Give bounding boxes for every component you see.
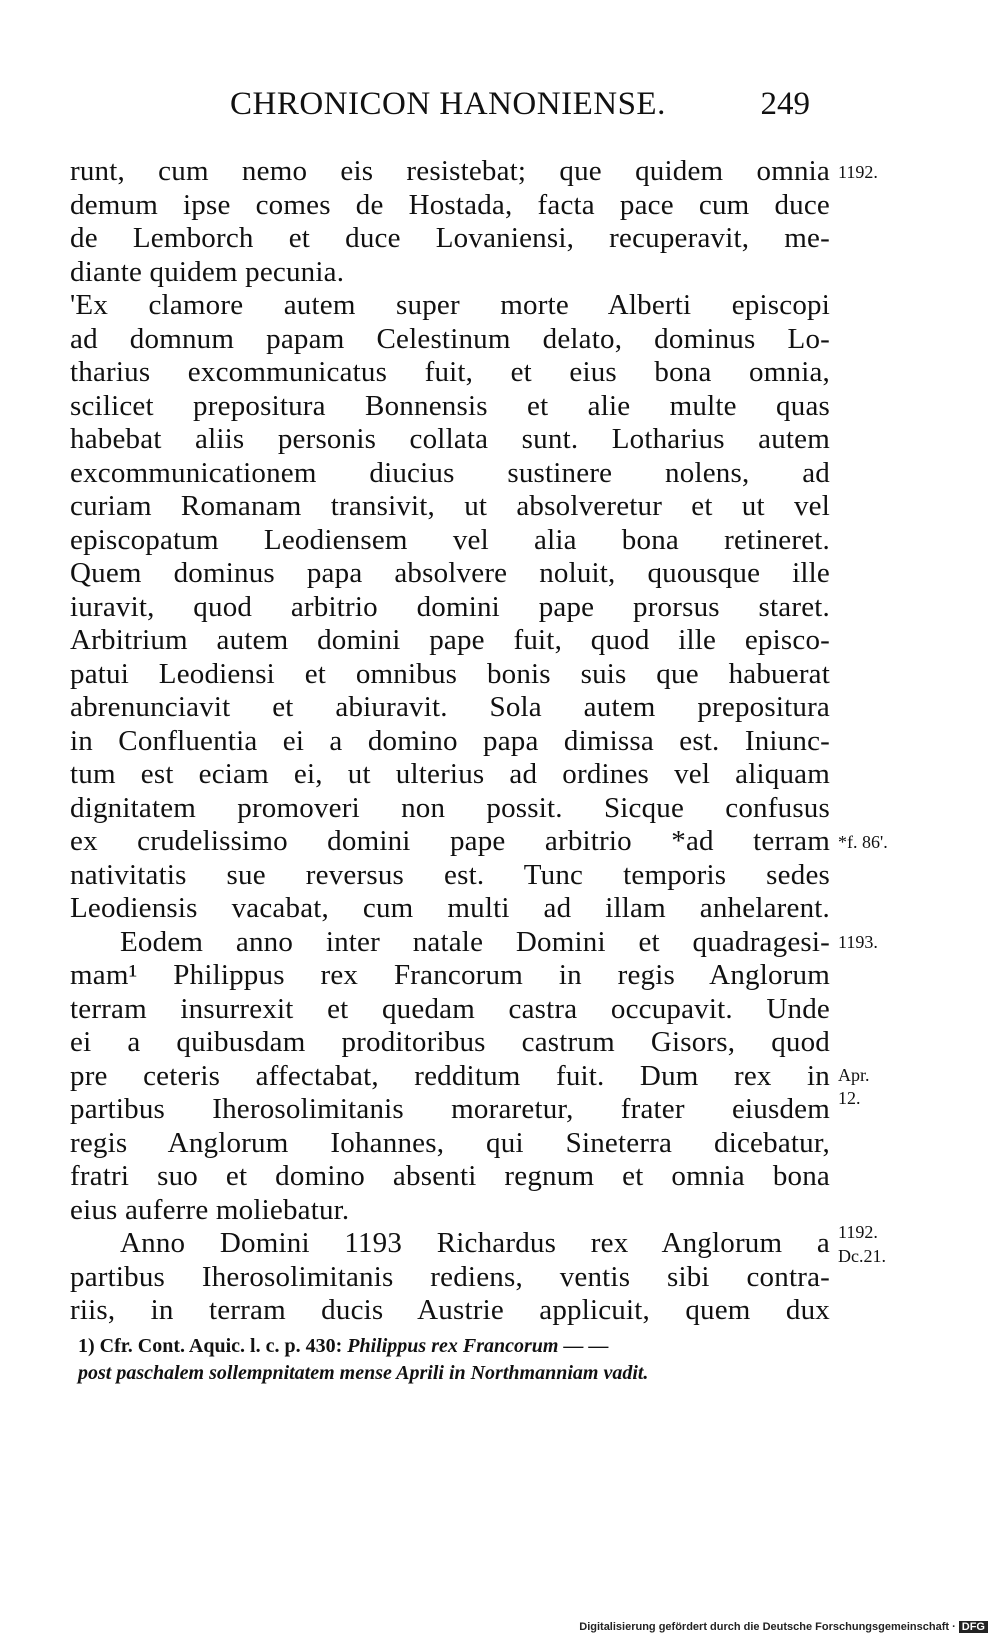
text-line: iuravit, quod arbitrio domini pape prorsus staret. bbox=[70, 590, 830, 623]
text-line: ad domnum papam Celestinum delato, dominus Lo- bbox=[70, 322, 830, 355]
text-line: de Lemborch et duce Lovaniensi, recuperavit, me- bbox=[70, 222, 830, 254]
text-line: mam¹ Philippus rex Francorum in regis Anglorum bbox=[70, 959, 830, 991]
margin-note: 1192. bbox=[838, 162, 878, 182]
text-line: Arbitrium autem domini pape fuit, quod ille episco- bbox=[70, 624, 830, 656]
text-line: patui Leodiensi et omnibus bonis suis que habuerat bbox=[70, 657, 830, 690]
text-line: eius auferre moliebatur. bbox=[70, 1193, 350, 1226]
text-line: 'Ex clamore autem super morte Alberti episcopi bbox=[70, 289, 830, 321]
text-line: Eodem anno inter natale Domini et quadragesi- bbox=[120, 925, 830, 958]
text-line: Anno Domini 1193 Richardus rex Anglorum a bbox=[120, 1227, 830, 1259]
margin-note: 1193. bbox=[838, 932, 878, 952]
text-line: in Confluentia ei a domino papa dimissa est. Iniunc- bbox=[70, 724, 830, 757]
footnote bbox=[78, 1333, 808, 1387]
credit-text: Digitalisierung gefördert durch die Deutsche Forschungsgemeinschaft · bbox=[579, 1621, 956, 1633]
page-number: 249 bbox=[760, 86, 810, 122]
text-line: demum ipse comes de Hostada, facta pace cum duce bbox=[70, 188, 830, 221]
text-line: Leodiensis vacabat, cum multi ad illam anhelarent. bbox=[70, 892, 830, 924]
running-title: CHRONICON HANONIENSE. bbox=[230, 86, 666, 122]
margin-note: 12. bbox=[838, 1088, 861, 1108]
text-line: curiam Romanam transivit, ut absolveretur et ut vel bbox=[70, 490, 830, 522]
margin-note: *f. 86'. bbox=[838, 832, 888, 852]
text-line: nativitatis sue reversus est. Tunc temporis sedes bbox=[70, 858, 830, 891]
text-line: Quem dominus papa absolvere noluit, quousque ille bbox=[70, 557, 830, 589]
text-line: habebat aliis personis collata sunt. Lotharius autem bbox=[70, 423, 830, 455]
text-line: regis Anglorum Iohannes, qui Sineterra dicebatur, bbox=[70, 1126, 830, 1159]
text-line: terram insurrexit et quedam castra occupavit. Unde bbox=[70, 992, 830, 1025]
footnote-quote: Philippus rex Francorum — — bbox=[347, 1335, 609, 1357]
text-line: tum est eciam ei, ut ulterius ad ordines vel aliquam bbox=[70, 758, 830, 790]
text-line: partibus Iherosolimitanis rediens, ventis sibi contra- bbox=[70, 1260, 830, 1293]
text-line: runt, cum nemo eis resistebat; que quidem omnia bbox=[70, 155, 830, 187]
footnote-quote-continued: post paschalem sollempnitatem mense Aprili in Northmanniam vadit. bbox=[78, 1362, 649, 1384]
margin-note: Apr. bbox=[838, 1065, 870, 1085]
text-line: dignitatem promoveri non possit. Sicque confusus bbox=[70, 791, 830, 824]
running-header bbox=[230, 86, 810, 126]
margin-note: 1192. bbox=[838, 1222, 878, 1242]
text-line: ex crudelissimo domini pape arbitrio *ad terram bbox=[70, 825, 830, 857]
text-line: diante quidem pecunia. bbox=[70, 255, 345, 288]
text-line: partibus Iherosolimitanis moraretur, frater eiusdem bbox=[70, 1093, 830, 1125]
text-line: riis, in terram ducis Austrie applicuit, quem dux bbox=[70, 1294, 830, 1326]
dfg-logo: DFG bbox=[959, 1621, 988, 1633]
main-text bbox=[70, 155, 830, 1328]
text-line: excommunicationem diucius sustinere nolens, ad bbox=[70, 456, 830, 489]
text-line: pre ceteris affectabat, redditum fuit. Dum rex in bbox=[70, 1059, 830, 1092]
text-line: tharius excommunicatus fuit, et eius bona omnia, bbox=[70, 356, 830, 388]
text-line: fratri suo et domino absenti regnum et omnia bona bbox=[70, 1160, 830, 1192]
text-line: abrenunciavit et abiuravit. Sola autem prepositura bbox=[70, 691, 830, 723]
margin-note: Dc.21. bbox=[838, 1246, 886, 1266]
text-line: scilicet prepositura Bonnensis et alie multe quas bbox=[70, 389, 830, 422]
digitization-credit bbox=[579, 1621, 988, 1633]
footnote-reference: 1) Cfr. Cont. Aquic. l. c. p. 430: bbox=[78, 1335, 348, 1357]
text-line: episcopatum Leodiensem vel alia bona retineret. bbox=[70, 523, 830, 556]
text-line: ei a quibusdam proditoribus castrum Gisors, quod bbox=[70, 1026, 830, 1058]
